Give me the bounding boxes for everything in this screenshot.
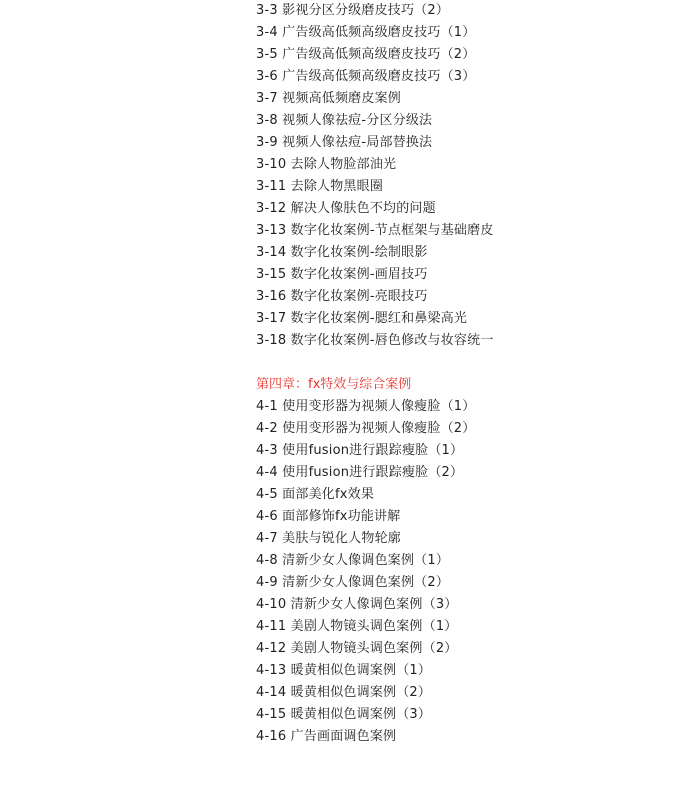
chapter-4-list [256, 396, 696, 748]
list-item: 4-1 使用变形器为视频人像瘦脸（1） [256, 399, 476, 414]
chapter-4-title: 第四章：fx特效与综合案例 [256, 377, 412, 392]
list-item: 4-3 使用fusion进行跟踪瘦脸（1） [256, 443, 464, 458]
list-item: 4-10 清新少女人像调色案例（3） [256, 597, 458, 612]
list-item: 4-7 美肤与锐化人物轮廓 [256, 531, 401, 546]
list-item: 4-13 暖黄相似色调案例（1） [256, 663, 432, 678]
list-item: 4-6 面部修饰fx功能讲解 [256, 509, 401, 524]
list-item: 4-2 使用变形器为视频人像瘦脸（2） [256, 421, 476, 436]
list-item: 4-9 清新少女人像调色案例（2） [256, 575, 450, 590]
list-item: 3-4 广告级高低频高级磨皮技巧（1） [256, 25, 476, 40]
list-item: 3-13 数字化妆案例-节点框架与基础磨皮 [256, 223, 494, 238]
list-item: 4-12 美剧人物镜头调色案例（2） [256, 641, 458, 656]
list-item: 3-3 影视分区分级磨皮技巧（2） [256, 3, 450, 18]
list-item: 4-8 清新少女人像调色案例（1） [256, 553, 450, 568]
list-item: 4-16 广告画面调色案例 [256, 729, 397, 744]
list-item: 4-14 暖黄相似色调案例（2） [256, 685, 432, 700]
list-item: 4-5 面部美化fx效果 [256, 487, 375, 502]
list-item: 4-4 使用fusion进行跟踪瘦脸（2） [256, 465, 464, 480]
list-item: 3-12 解决人像肤色不均的问题 [256, 201, 436, 216]
list-item: 3-9 视频人像祛痘-局部替换法 [256, 135, 433, 150]
list-item: 3-7 视频高低频磨皮案例 [256, 91, 401, 106]
list-item: 3-14 数字化妆案例-绘制眼影 [256, 245, 428, 260]
list-item: 4-15 暖黄相似色调案例（3） [256, 707, 432, 722]
list-item: 3-11 去除人物黑眼圈 [256, 179, 384, 194]
section-3-list [256, 0, 696, 352]
list-item: 3-16 数字化妆案例-亮眼技巧 [256, 289, 428, 304]
list-item: 3-5 广告级高低频高级磨皮技巧（2） [256, 47, 476, 62]
list-item: 3-18 数字化妆案例-唇色修改与妆容统一 [256, 333, 494, 348]
course-outline [256, 0, 696, 748]
list-item: 3-17 数字化妆案例-腮红和鼻梁高光 [256, 311, 468, 326]
list-item: 4-11 美剧人物镜头调色案例（1） [256, 619, 458, 634]
list-item: 3-8 视频人像祛痘-分区分级法 [256, 113, 433, 128]
section-spacer [256, 352, 696, 374]
list-item: 3-6 广告级高低频高级磨皮技巧（3） [256, 69, 476, 84]
list-item: 3-10 去除人物脸部油光 [256, 157, 397, 172]
list-item: 3-15 数字化妆案例-画眉技巧 [256, 267, 428, 282]
